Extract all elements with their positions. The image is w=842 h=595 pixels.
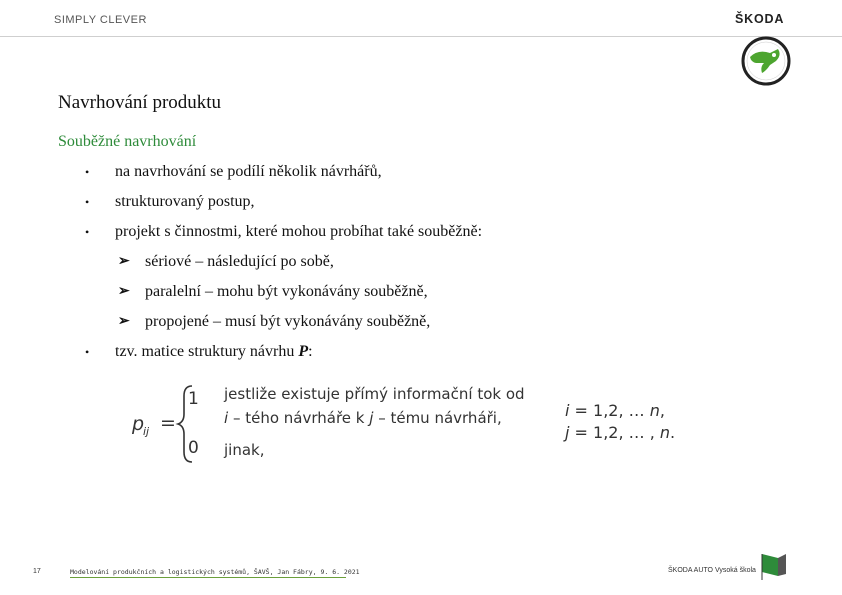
- sub-bullet-text: paralelní – mohu být vykonávány souběžně,: [145, 283, 428, 300]
- bullet-text-suffix: :: [308, 343, 313, 360]
- range-j-var: j: [565, 423, 570, 442]
- arrow-bullet-icon: ➢: [118, 284, 130, 299]
- formula-lhs: p: [132, 413, 145, 435]
- range-j-n: n: [659, 423, 671, 442]
- slide-subtitle: Souběžné navrhování: [58, 133, 197, 150]
- bullet-text: [115, 343, 313, 361]
- skoda-flag-icon: [758, 550, 794, 582]
- footer-brand: ŠKODA AUTO Vysoká škola: [668, 567, 756, 574]
- dsm-formula: [128, 378, 688, 478]
- footer-citation: Modelování produkčních a logistických systémů, ŠAVŠ, Jan Fábry, 9. 6. 2021: [70, 568, 360, 576]
- bullet-icon: •: [85, 195, 90, 209]
- page-number: 17: [33, 568, 41, 575]
- bullet-text: projekt s činnostmi, které mohou probíhat také souběžně:: [115, 223, 483, 240]
- range-j-end: .: [670, 423, 676, 442]
- footer-divider: [70, 577, 346, 578]
- bullet-icon: •: [85, 345, 90, 359]
- case1-line2-end: – tému návrháři,: [373, 409, 502, 427]
- range-i: [565, 401, 665, 420]
- sub-bullet-text: propojené – musí být vykonávány souběžně,: [145, 313, 431, 330]
- formula-equals: =: [160, 412, 176, 434]
- case2-condition: jinak,: [224, 441, 265, 459]
- case1-condition-line1: jestliže existuje přímý informační tok od: [224, 385, 525, 403]
- formula-lhs-subscript: ij: [143, 425, 150, 438]
- skoda-wordmark: ŠKODA: [735, 12, 785, 26]
- range-i-var: i: [565, 401, 570, 420]
- slide-title: Navrhování produktu: [58, 92, 222, 113]
- case2-value: 0: [188, 438, 199, 458]
- arrow-bullet-icon: ➢: [118, 314, 130, 329]
- matrix-variable: P: [298, 343, 309, 360]
- arrow-bullet-icon: ➢: [118, 254, 130, 269]
- bullet-text: strukturovaný postup,: [115, 193, 255, 210]
- range-j: [563, 423, 675, 442]
- header-divider: [0, 36, 842, 37]
- bullet-text: na navrhování se podílí několik návrhářů,: [115, 163, 382, 180]
- bullet-icon: •: [85, 165, 90, 179]
- bullet-icon: •: [85, 225, 90, 239]
- sub-bullet-text: sériové – následující po sobě,: [145, 253, 334, 270]
- case1-condition-line2: [224, 409, 502, 427]
- bullet-text-prefix: tzv. matice struktury návrhu: [115, 343, 299, 360]
- range-j-values: = 1,2, … ,: [569, 423, 660, 442]
- range-i-n: n: [649, 401, 660, 420]
- range-i-end: ,: [659, 401, 665, 420]
- simply-clever-brand: SIMPLY CLEVER: [54, 14, 147, 26]
- skoda-logo-icon: [740, 35, 792, 87]
- index-j: j: [369, 409, 374, 427]
- case1-value: 1: [188, 389, 199, 409]
- index-i: i: [224, 409, 229, 427]
- range-i-values: = 1,2, …: [569, 401, 650, 420]
- case1-line2-mid: – tého návrháře k: [228, 409, 370, 427]
